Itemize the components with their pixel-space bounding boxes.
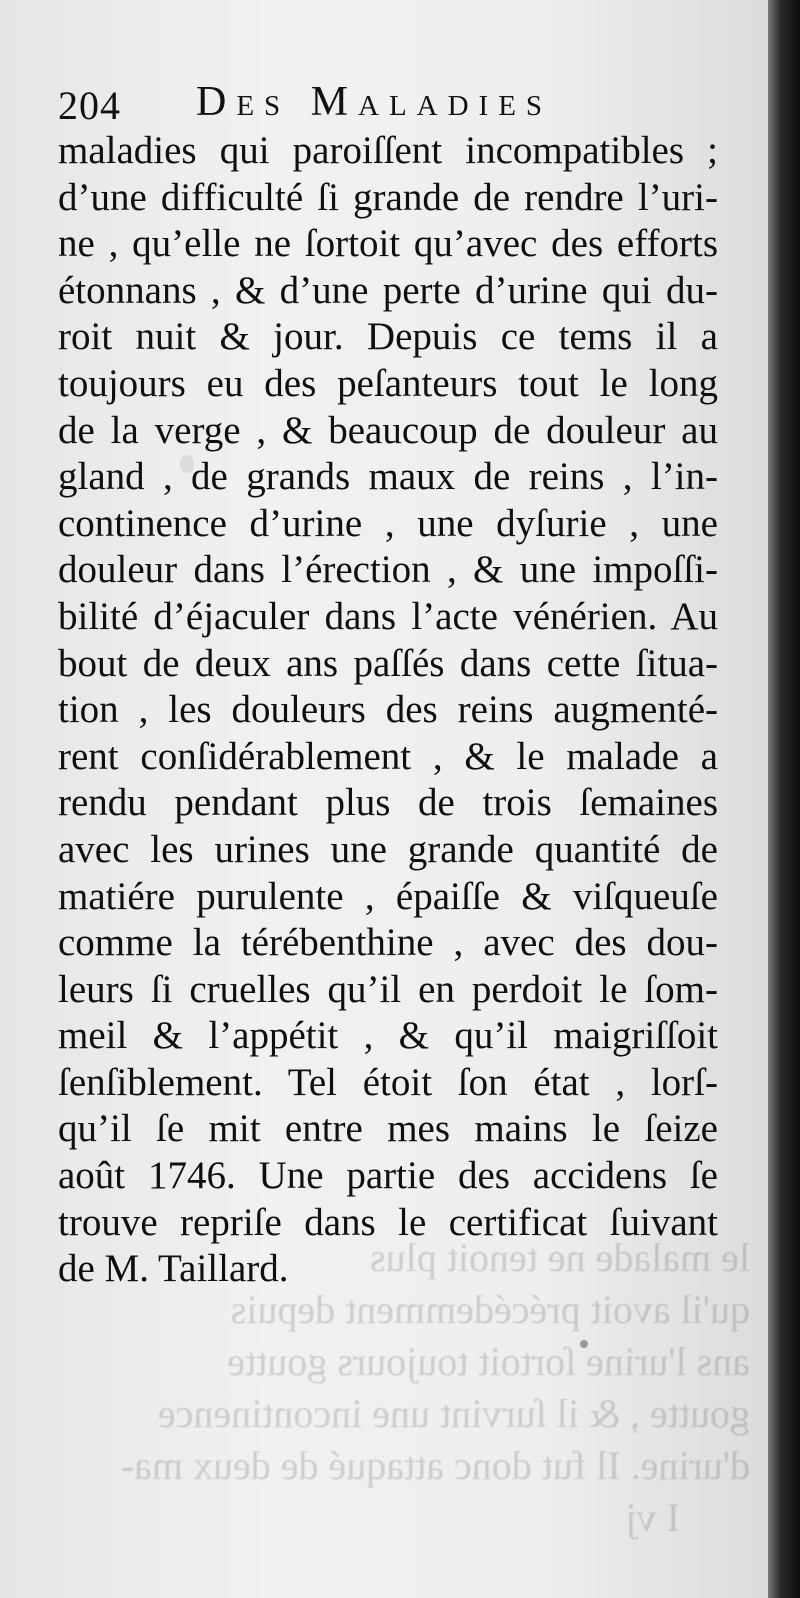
text-line: ne , qu’elle ne ſortoit qu’avec des efforts xyxy=(58,222,718,266)
text-line: leurs ſi cruelles qu’il en perdoit le ſom- xyxy=(58,967,718,1011)
text-line: étonnans , & d’une perte d’urine qui du- xyxy=(58,268,718,312)
text-line: meil & l’appétit , & qu’il maigriſſoit xyxy=(58,1014,718,1058)
text-line: maladies qui paroiſſent incompatibles ; xyxy=(58,129,718,172)
text-line: gland , de grands maux de reins , l’in- xyxy=(58,455,718,499)
text-line: douleur dans l’érection , & une impoſſi- xyxy=(58,548,718,592)
page-number: 204 xyxy=(58,83,121,128)
text-line: rent conſidérablement , & le malade a xyxy=(58,734,718,778)
text-line: qu’il ſe mit entre mes mains le ſeize xyxy=(58,1107,718,1151)
text-line: avec les urines une grande quantité de xyxy=(58,827,718,871)
text-line: rendu pendant plus de trois ſemaines xyxy=(58,781,718,825)
text-line: bout de deux ans paſſés dans cette ſitua- xyxy=(58,641,718,685)
text-line: continence d’urine , une dyſurie , une xyxy=(58,501,718,545)
text-line: ſenſiblement. Tel étoit ſon état , lorſ- xyxy=(58,1060,718,1104)
text-line: trouve repriſe dans le certificat ſuivant xyxy=(58,1200,718,1244)
text-line: d’une difficulté ſi grande de rendre l’uri- xyxy=(58,175,718,219)
text-line: tion , les douleurs des reins augmenté- xyxy=(58,688,718,732)
text-line: toujours eu des peſanteurs tout le long xyxy=(58,361,718,405)
body-text xyxy=(58,128,718,1293)
paper-smudge xyxy=(580,1340,588,1348)
text-line: comme la térébenthine , avec des dou- xyxy=(58,921,718,965)
text-line: de M. Taillard. xyxy=(58,1247,289,1291)
text-line: de la verge , & beaucoup de douleur au xyxy=(58,408,718,452)
text-line: bilité d’éjaculer dans l’acte vénérien. Au xyxy=(58,594,718,638)
text-line: août 1746. Une partie des accidens ſe xyxy=(58,1154,718,1198)
running-title: Des Maladies xyxy=(196,79,553,125)
text-line: roit nuit & jour. Depuis ce tems il a xyxy=(58,315,718,359)
running-header xyxy=(58,78,718,128)
show-through-bleed: le malade ne tenoit plus qu'il avoit précédemment depuis ans l'urine ſortoit toujours goutte goutte , & il ſurvint une incontinence d'urine. Il fut donc attaqué de deux ma- I vj xyxy=(120,1235,750,1540)
text-line: matiére purulente , épaiſſe & viſqueuſe xyxy=(58,874,718,918)
page-edge-shadow xyxy=(768,0,800,1598)
